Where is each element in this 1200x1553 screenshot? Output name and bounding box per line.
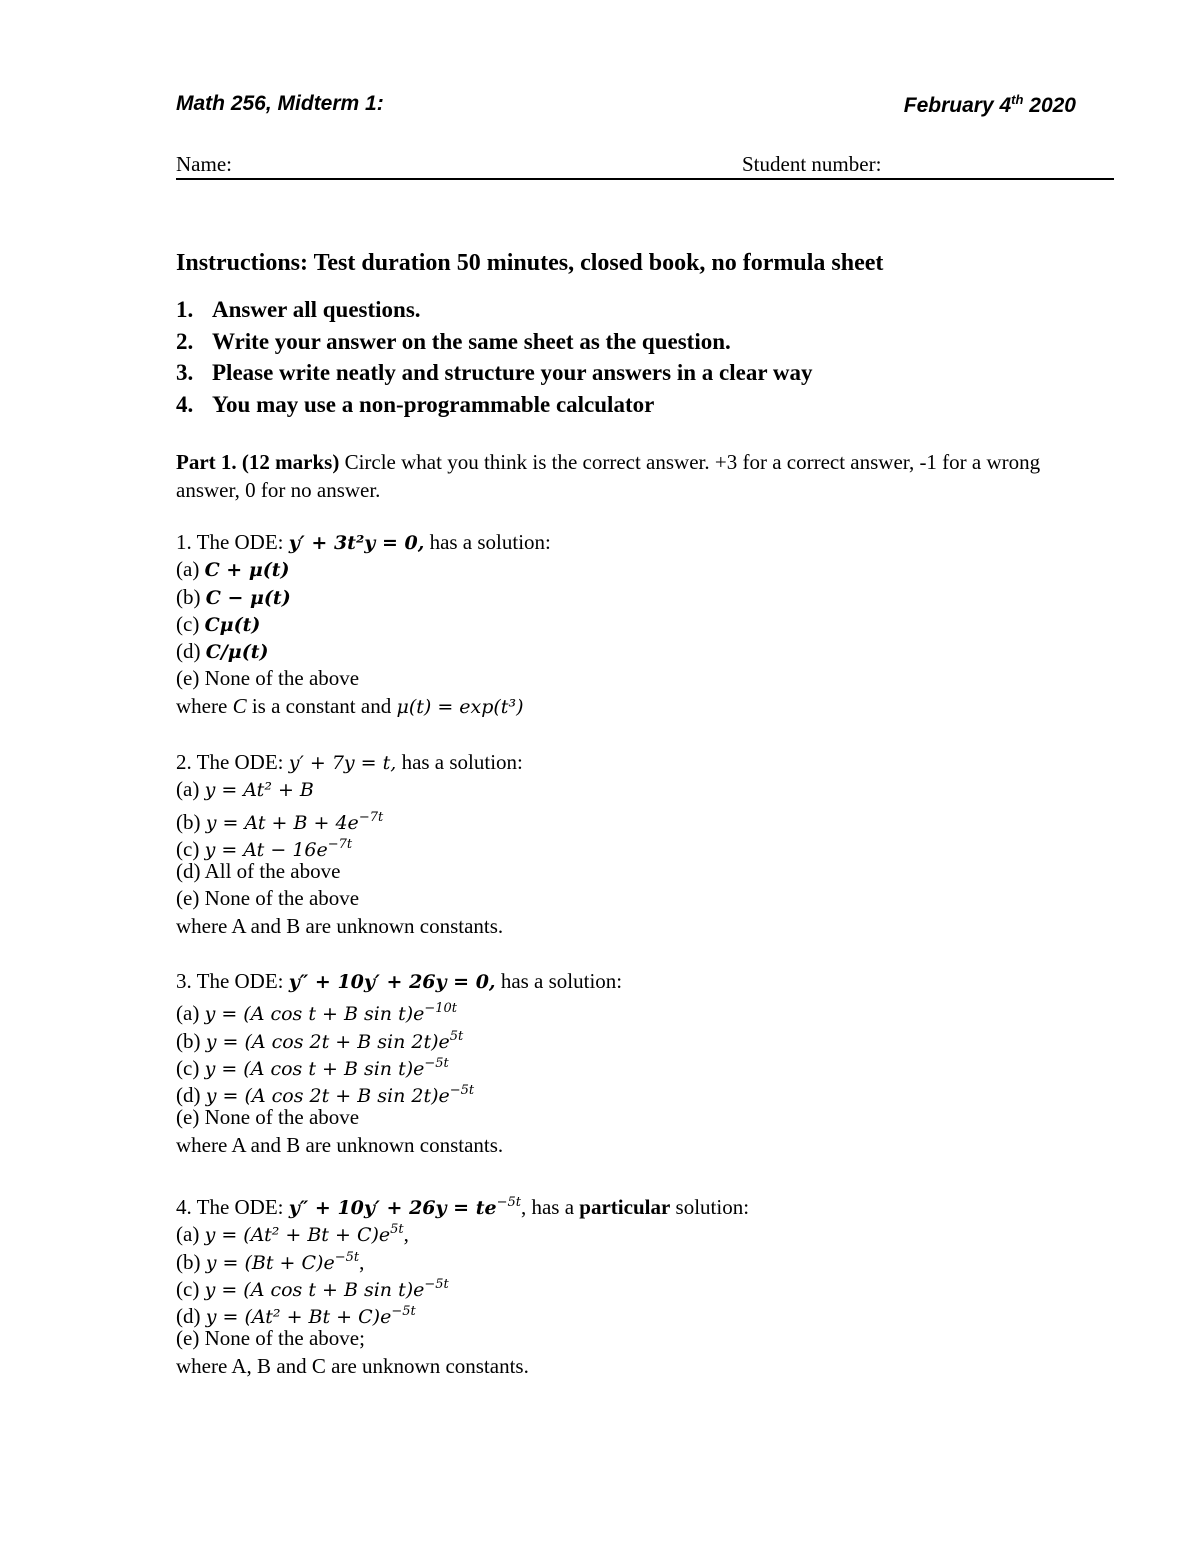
question-stem: 1. The ODE: y′ + 3t²y = 0, has a solution: — [176, 530, 551, 554]
question-stem: 3. The ODE: y″ + 10y′ + 26y = 0, has a solution: — [176, 969, 623, 993]
part1-instructions: Part 1. (12 marks) Circle what you think is the correct answer. +3 for a correct answer, -1 for a wrong answer, 0 for no answer. — [176, 450, 1041, 502]
option-d: (d) $y = (At^2 + Bt + C)e^{-5t}$ — [176, 1304, 416, 1329]
option-e: (e) None of the above — [176, 1105, 360, 1130]
instructions-title: Instructions: Test duration 50 minutes, closed book, no formula sheet — [176, 250, 884, 276]
exam-date: February 4th 2020 — [903, 92, 1076, 117]
option-e: (e) None of the above — [176, 666, 360, 691]
option-c: (c) $y = At - 16e^{-7t}$ — [176, 836, 353, 861]
question-note: where A and B are unknown constants. — [176, 1132, 504, 1157]
option-a: (a) y = (A cos t + B $\sin t)e^{-10t}$ — [176, 1001, 458, 1026]
instruction-item: 1. Answer all questions. — [176, 297, 421, 322]
name-label: Name: — [176, 152, 232, 176]
question-4 — [176, 1189, 749, 1380]
option-e: (e) None of the above; — [176, 1326, 365, 1351]
course-title: Math 256, Midterm 1: — [176, 92, 384, 115]
question-stem: 4. The ODE: $y'' + 10y' + 26y = te^{-5t}$, has a particular solution: — [176, 1195, 750, 1219]
option-b: (b) $y = (Bt + C)e^{-5t}$, — [176, 1249, 365, 1274]
option-d: (d) C/μ(t) — [176, 639, 269, 664]
instruction-item: 3. Please write neatly and structure your answers in a clear way — [176, 360, 813, 385]
option-b: (b) C − μ(t) — [176, 584, 291, 609]
instruction-item: 4. You may use a non-programmable calculator — [176, 391, 655, 417]
question-1 — [176, 529, 551, 720]
instruction-item: 2. Write your answer on the same sheet as the question. — [176, 328, 731, 354]
option-b: (b) y = (A cos 2t + B $\sin 2t)e^{5t}$ — [176, 1028, 464, 1053]
question-2 — [176, 749, 523, 940]
option-e: (e) None of the above — [176, 886, 360, 911]
option-b: (b) $y = At + B + 4e^{-7t}$ — [176, 809, 384, 834]
question-note: where A, B and C are unknown constants. — [176, 1353, 529, 1378]
question-note: where A and B are unknown constants. — [176, 913, 504, 938]
option-c: (c) Cμ(t) — [176, 611, 261, 636]
question-stem: 2. The ODE: y′ + 7y = t, has a solution: — [176, 750, 523, 774]
instructions-list — [176, 294, 812, 420]
option-a: (a) C + μ(t) — [176, 557, 290, 582]
student-number-label: Student number: — [742, 152, 882, 176]
question-note: where C is a constant and μ(t) = exp(t³) — [176, 693, 524, 718]
option-a: (a) $y = (At^2 + Bt + C)e^{5t}$, — [176, 1222, 409, 1247]
student-info-line — [176, 152, 1114, 180]
option-d: (d) y = (A cos 2t + B $\sin 2t)e^{-5t}$ — [176, 1083, 475, 1108]
option-c: (c) y = (A cos t + B $\sin t)e^{-5t}$ — [176, 1055, 449, 1080]
option-d: (d) All of the above — [176, 859, 341, 884]
option-c: (c) y = (A cos t + B $\sin t)e^{-5t}$ — [176, 1276, 449, 1301]
question-3 — [176, 968, 622, 1159]
exam-header — [176, 92, 1076, 124]
option-a: (a) y = At² + B — [176, 777, 314, 802]
